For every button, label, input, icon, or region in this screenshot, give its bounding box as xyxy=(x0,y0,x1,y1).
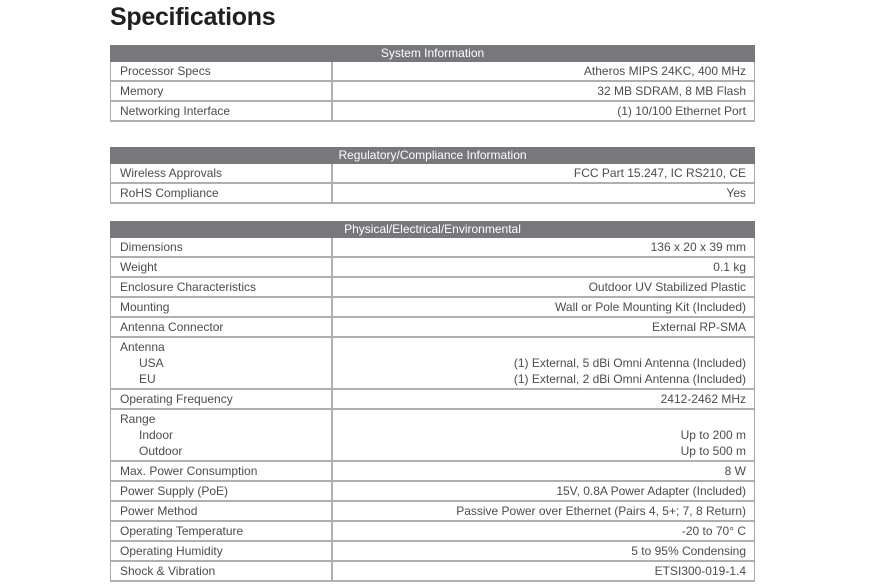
spec-table-body xyxy=(110,238,755,582)
table-row xyxy=(111,298,754,318)
spacer-line xyxy=(333,339,746,355)
table-row xyxy=(111,62,754,82)
spec-label-cell xyxy=(111,410,333,460)
spec-value: Atheros MIPS 24KC, 400 MHz xyxy=(583,64,746,78)
table-row xyxy=(111,522,754,542)
table-row xyxy=(111,278,754,298)
table-row-group xyxy=(111,410,754,462)
spec-value: 136 x 20 x 39 mm xyxy=(650,240,746,254)
spec-value: Passive Power over Ethernet (Pairs 4, 5+; 7, 8 Return) xyxy=(456,504,746,518)
spec-sublabel: Indoor xyxy=(139,428,174,442)
spec-value: 15V, 0.8A Power Adapter (Included) xyxy=(556,484,746,498)
table-row xyxy=(111,502,754,522)
spec-value: ETSI300-019-1.4 xyxy=(654,564,746,578)
spec-value-cell xyxy=(333,338,754,388)
table-row xyxy=(111,542,754,562)
spec-table-header: Physical/Electrical/Environmental xyxy=(110,221,755,238)
spec-value: (1) External, 5 dBi Omni Antenna (Included) xyxy=(513,356,746,370)
spec-value: (1) External, 2 dBi Omni Antenna (Included) xyxy=(513,372,746,386)
table-row-group xyxy=(111,338,754,390)
spec-label: Power Method xyxy=(111,502,333,520)
table-row xyxy=(111,184,754,204)
table-row xyxy=(111,462,754,482)
spec-value: Outdoor UV Stabilized Plastic xyxy=(588,280,746,294)
spec-value-cell xyxy=(333,410,754,460)
spec-label: Range xyxy=(120,412,156,426)
table-row xyxy=(111,390,754,410)
spec-label: RoHS Compliance xyxy=(111,184,333,202)
spec-table xyxy=(110,147,755,204)
spec-label: Antenna Connector xyxy=(111,318,333,336)
spec-value: 2412-2462 MHz xyxy=(660,392,746,406)
spec-value: Yes xyxy=(726,186,746,200)
spec-label: Antenna xyxy=(120,340,165,354)
spec-label: Operating Temperature xyxy=(111,522,333,540)
spec-table-header: System Information xyxy=(110,45,755,62)
spec-value: Up to 200 m xyxy=(680,428,746,442)
table-row xyxy=(111,164,754,184)
spec-label: Mounting xyxy=(111,298,333,316)
spec-table-body xyxy=(110,62,755,122)
spec-label: Operating Humidity xyxy=(111,542,333,560)
spec-tables-container xyxy=(110,45,878,582)
spec-table-body xyxy=(110,164,755,204)
spec-value: External RP-SMA xyxy=(651,320,746,334)
table-row xyxy=(111,102,754,122)
table-row xyxy=(111,258,754,278)
spec-label: Dimensions xyxy=(111,238,333,256)
spec-value: Up to 500 m xyxy=(680,444,746,458)
spec-label: Memory xyxy=(111,82,333,100)
spec-value: (1) 10/100 Ethernet Port xyxy=(617,104,746,118)
spec-label-cell xyxy=(111,338,333,388)
spec-label: Max. Power Consumption xyxy=(111,462,333,480)
spec-table xyxy=(110,45,755,122)
spec-value: 8 W xyxy=(724,464,746,478)
spec-sublabel: Outdoor xyxy=(139,444,183,458)
table-row xyxy=(111,238,754,258)
table-row xyxy=(111,318,754,338)
spec-label: Enclosure Characteristics xyxy=(111,278,333,296)
spec-sublabel: EU xyxy=(139,372,156,386)
spec-label: Processor Specs xyxy=(111,62,333,80)
spec-table xyxy=(110,221,755,582)
spec-label: Operating Frequency xyxy=(111,390,333,408)
spacer-line xyxy=(333,411,746,427)
spec-sublabel: USA xyxy=(139,356,164,370)
spec-value: -20 to 70° C xyxy=(681,524,746,538)
spec-label: Networking Interface xyxy=(111,102,333,120)
table-row xyxy=(111,82,754,102)
spec-label: Wireless Approvals xyxy=(111,164,333,182)
spec-value: 32 MB SDRAM, 8 MB Flash xyxy=(597,84,746,98)
spec-label: Weight xyxy=(111,258,333,276)
spec-table-header: Regulatory/Compliance Information xyxy=(110,147,755,164)
table-row xyxy=(111,562,754,582)
spec-value: Wall or Pole Mounting Kit (Included) xyxy=(555,300,746,314)
spec-value: 0.1 kg xyxy=(713,260,746,274)
spec-label: Shock & Vibration xyxy=(111,562,333,580)
page-title: Specifications xyxy=(110,3,276,31)
spec-value: 5 to 95% Condensing xyxy=(631,544,746,558)
spec-value: FCC Part 15.247, IC RS210, CE xyxy=(573,166,746,180)
table-row xyxy=(111,482,754,502)
spec-label: Power Supply (PoE) xyxy=(111,482,333,500)
